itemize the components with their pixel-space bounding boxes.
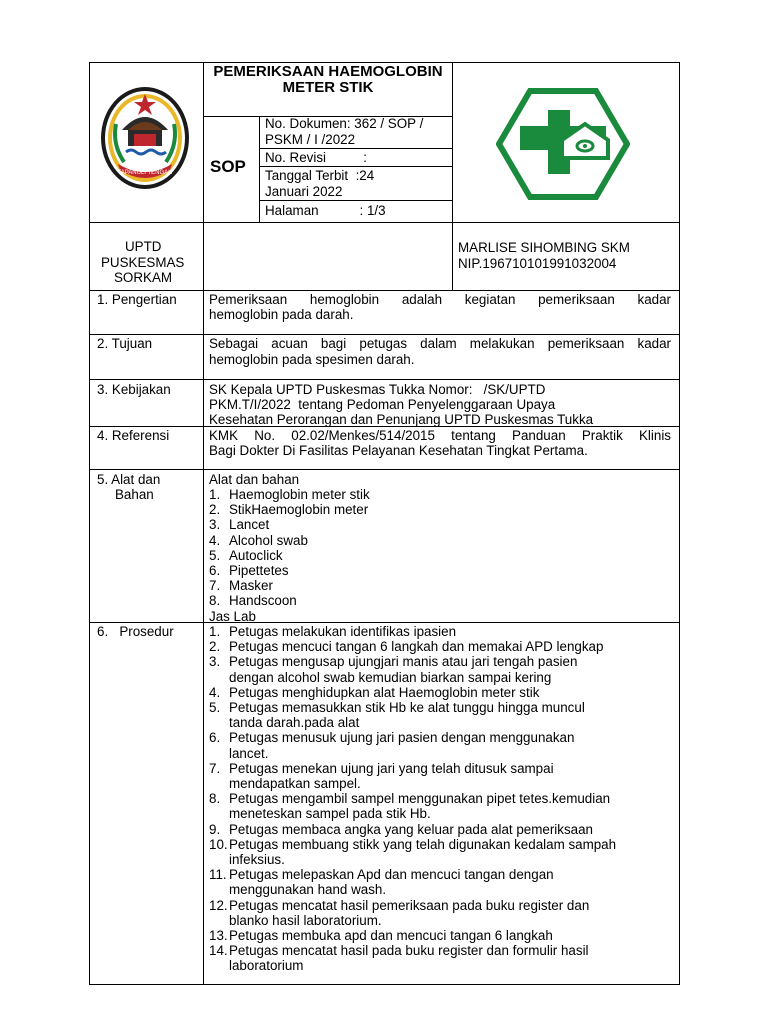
- alat-item: [209, 517, 674, 532]
- prosedur-step: [209, 913, 674, 928]
- alat-item-number: 7.: [209, 578, 221, 594]
- alat-item: [209, 563, 674, 578]
- regency-emblem-icon: [98, 84, 194, 194]
- prosedur-step-text: dengan alcohol swab kemudian biarkan sampai kering: [229, 669, 552, 685]
- prosedur-step-text: mendapatkan sampel.: [229, 776, 361, 791]
- prosedur-step-number: 2.: [209, 639, 221, 655]
- tanggal-terbit-line2: Januari 2022: [265, 184, 343, 199]
- alat-extra: Jas Lab: [209, 609, 256, 624]
- prosedur-step-text: lancet.: [229, 745, 269, 761]
- prosedur-step-number: 9.: [209, 821, 221, 837]
- alat-item: [209, 502, 674, 517]
- prosedur-step-text: Petugas menghidupkan alat Haemoglobin meter stik: [229, 684, 540, 700]
- prosedur-step: [209, 822, 674, 837]
- prosedur-step-text: Petugas memasukkan stik Hb ke alat tunggu hingga muncul: [229, 700, 585, 715]
- alat-item-number: 3.: [209, 517, 221, 533]
- prosedur-step-number: 1.: [209, 624, 221, 639]
- emblem-banner-text: TAPANULI TENGAH: [117, 170, 173, 176]
- prosedur-step-text: Petugas membuang stikk yang telah digunakan kedalam sampah: [229, 836, 617, 852]
- alat-item-number: 1.: [209, 487, 221, 502]
- institution-line1: UPTD: [125, 239, 162, 254]
- prosedur-step-text: infeksius.: [229, 852, 285, 867]
- alat-item-text: Masker: [229, 578, 273, 594]
- alat-heading: Alat dan bahan: [209, 472, 300, 487]
- prosedur-step-text: laboratorium: [229, 958, 304, 974]
- halaman: Halaman : 1/3: [265, 203, 386, 218]
- prosedur-step-number: 6.: [209, 730, 221, 746]
- no-revisi: No. Revisi :: [265, 150, 367, 165]
- signer-nip: NIP.196710101991032004: [458, 256, 617, 271]
- prosedur-step: [209, 776, 674, 791]
- prosedur-step: [209, 624, 674, 639]
- prosedur-step-number: 8.: [209, 791, 221, 807]
- alat-label-line2: Bahan: [115, 487, 154, 502]
- alat-item-text: StikHaemoglobin meter: [229, 502, 369, 518]
- prosedur-step-number: 3.: [209, 654, 221, 670]
- regency-emblem: [98, 84, 194, 194]
- prosedur-step-text: Petugas mencatat hasil pada buku register dan formulir hasil: [229, 943, 589, 959]
- prosedur-step: [209, 746, 674, 761]
- prosedur-step: [209, 654, 674, 669]
- prosedur-step: [209, 806, 674, 821]
- alat-item-number: 2.: [209, 502, 221, 518]
- no-dokumen-line2: PSKM / I /2022: [265, 132, 356, 147]
- institution-line2: PUSKESMAS: [101, 255, 185, 270]
- prosedur-step-number: 7.: [209, 760, 221, 776]
- alat-item: [209, 578, 674, 593]
- prosedur-step: [209, 852, 674, 867]
- prosedur-step: [209, 761, 674, 776]
- prosedur-step-text: Petugas menekan ujung jari yang telah ditusuk sampai: [229, 760, 554, 776]
- prosedur-step: [209, 867, 674, 882]
- prosedur-step-text: Petugas melepaskan Apd dan mencuci tangan dengan: [229, 867, 554, 883]
- no-dokumen-line1: No. Dokumen: 362 / SOP /: [265, 116, 424, 131]
- alat-item-text: Lancet: [229, 517, 270, 533]
- alat-item: [209, 548, 674, 563]
- prosedur-step-text: Petugas mengambil sampel menggunakan pipet tetes.kemudian: [229, 791, 611, 807]
- prosedur-step-text: Petugas membaca angka yang keluar pada alat pemeriksaan: [229, 821, 594, 837]
- puskesmas-logo: [496, 88, 630, 200]
- referensi-label: 4. Referensi: [97, 428, 170, 443]
- prosedur-step-text: Petugas membuka apd dan mencuci tangan 6 langkah: [229, 928, 553, 943]
- alat-item-text: Haemoglobin meter stik: [229, 487, 370, 502]
- alat-item-number: 6.: [209, 563, 221, 578]
- prosedur-step-text: Petugas menusuk ujung jari pasien dengan menggunakan: [229, 730, 575, 746]
- kebijakan-line2: PKM.T/I/2022 tentang Pedoman Penyelenggaraan Upaya: [209, 397, 556, 412]
- prosedur-step: [209, 958, 674, 973]
- prosedur-step: [209, 639, 674, 654]
- alat-item-number: 8.: [209, 593, 221, 609]
- alat-item-number: 4.: [209, 532, 221, 548]
- institution-line3: SORKAM: [114, 270, 173, 285]
- prosedur-step: [209, 670, 674, 685]
- prosedur-label: 6. Prosedur: [97, 624, 174, 639]
- kebijakan-line1: SK Kepala UPTD Puskesmas Tukka Nomor: /SK/UPTD: [209, 382, 546, 397]
- alat-item-text: Handscoon: [229, 593, 297, 609]
- prosedur-step: [209, 882, 674, 897]
- alat-label-line1: 5. Alat dan: [97, 472, 161, 487]
- prosedur-step: [209, 898, 674, 913]
- puskesmas-logo-icon: [496, 88, 630, 200]
- prosedur-step: [209, 791, 674, 806]
- prosedur-step: [209, 928, 674, 943]
- prosedur-step: [209, 715, 674, 730]
- pengertian-label: 1. Pengertian: [97, 292, 177, 307]
- document-title: PEMERIKSAAN HAEMOGLOBIN METER STIK: [213, 63, 443, 96]
- prosedur-step-text: blanko hasil laboratorium.: [229, 912, 382, 928]
- pengertian-line1: Pemeriksaan hemoglobin adalah kegiatan pemeriksaan kadar: [209, 292, 671, 307]
- prosedur-step-number: 14.: [209, 943, 228, 959]
- prosedur-step: [209, 685, 674, 700]
- prosedur-step-text: Petugas melakukan identifikas ipasien: [229, 624, 457, 639]
- prosedur-step-text: menggunakan hand wash.: [229, 882, 387, 898]
- prosedur-step-text: meneteskan sampel pada stik Hb.: [229, 806, 431, 822]
- prosedur-step: [209, 730, 674, 745]
- prosedur-step: [209, 700, 674, 715]
- prosedur-step-text: Petugas mengusap ujungjari manis atau jari tengah pasien: [229, 654, 578, 670]
- prosedur-step-text: Petugas mencuci tangan 6 langkah dan memakai APD lengkap: [229, 639, 604, 655]
- prosedur-step-number: 12.: [209, 897, 228, 913]
- tujuan-label: 2. Tujuan: [97, 336, 153, 351]
- signer-name: MARLISE SIHOMBING SKM: [458, 240, 630, 255]
- prosedur-step-number: 11.: [209, 867, 227, 883]
- sop-label: SOP: [210, 157, 246, 176]
- prosedur-step: [209, 943, 674, 958]
- tujuan-line2: hemoglobin pada spesimen darah.: [209, 352, 415, 367]
- alat-item-text: Pipettetes: [229, 563, 289, 578]
- alat-item-number: 5.: [209, 547, 221, 563]
- prosedur-step-number: 13.: [209, 928, 228, 943]
- alat-item-text: Alcohol swab: [229, 532, 308, 548]
- prosedur-step-text: Petugas mencatat hasil pemeriksaan pada buku register dan: [229, 897, 590, 913]
- prosedur-step-number: 5.: [209, 700, 221, 715]
- referensi-line2: Bagi Dokter Di Fasilitas Pelayanan Kesehatan Tingkat Pertama.: [209, 443, 588, 458]
- prosedur-step-number: 4.: [209, 684, 221, 700]
- prosedur-step-text: tanda darah.pada alat: [229, 715, 360, 731]
- tanggal-terbit-line1: Tanggal Terbit :24: [265, 168, 375, 183]
- referensi-line1: KMK No. 02.02/Menkes/514/2015 tentang Panduan Praktik Klinis: [209, 428, 671, 443]
- pengertian-line2: hemoglobin pada darah.: [209, 307, 354, 322]
- tujuan-line1: Sebagai acuan bagi petugas dalam melakukan pemeriksaan kadar: [209, 336, 671, 351]
- prosedur-step: [209, 837, 674, 852]
- kebijakan-line3: Kesehatan Perorangan dan Penunjang UPTD Puskesmas Tukka: [209, 412, 594, 427]
- alat-item: [209, 533, 674, 548]
- prosedur-step-number: 10.: [209, 836, 228, 852]
- alat-item-text: Autoclick: [229, 547, 283, 563]
- kebijakan-label: 3. Kebijakan: [97, 382, 171, 397]
- alat-item: [209, 593, 674, 608]
- alat-item: [209, 487, 674, 502]
